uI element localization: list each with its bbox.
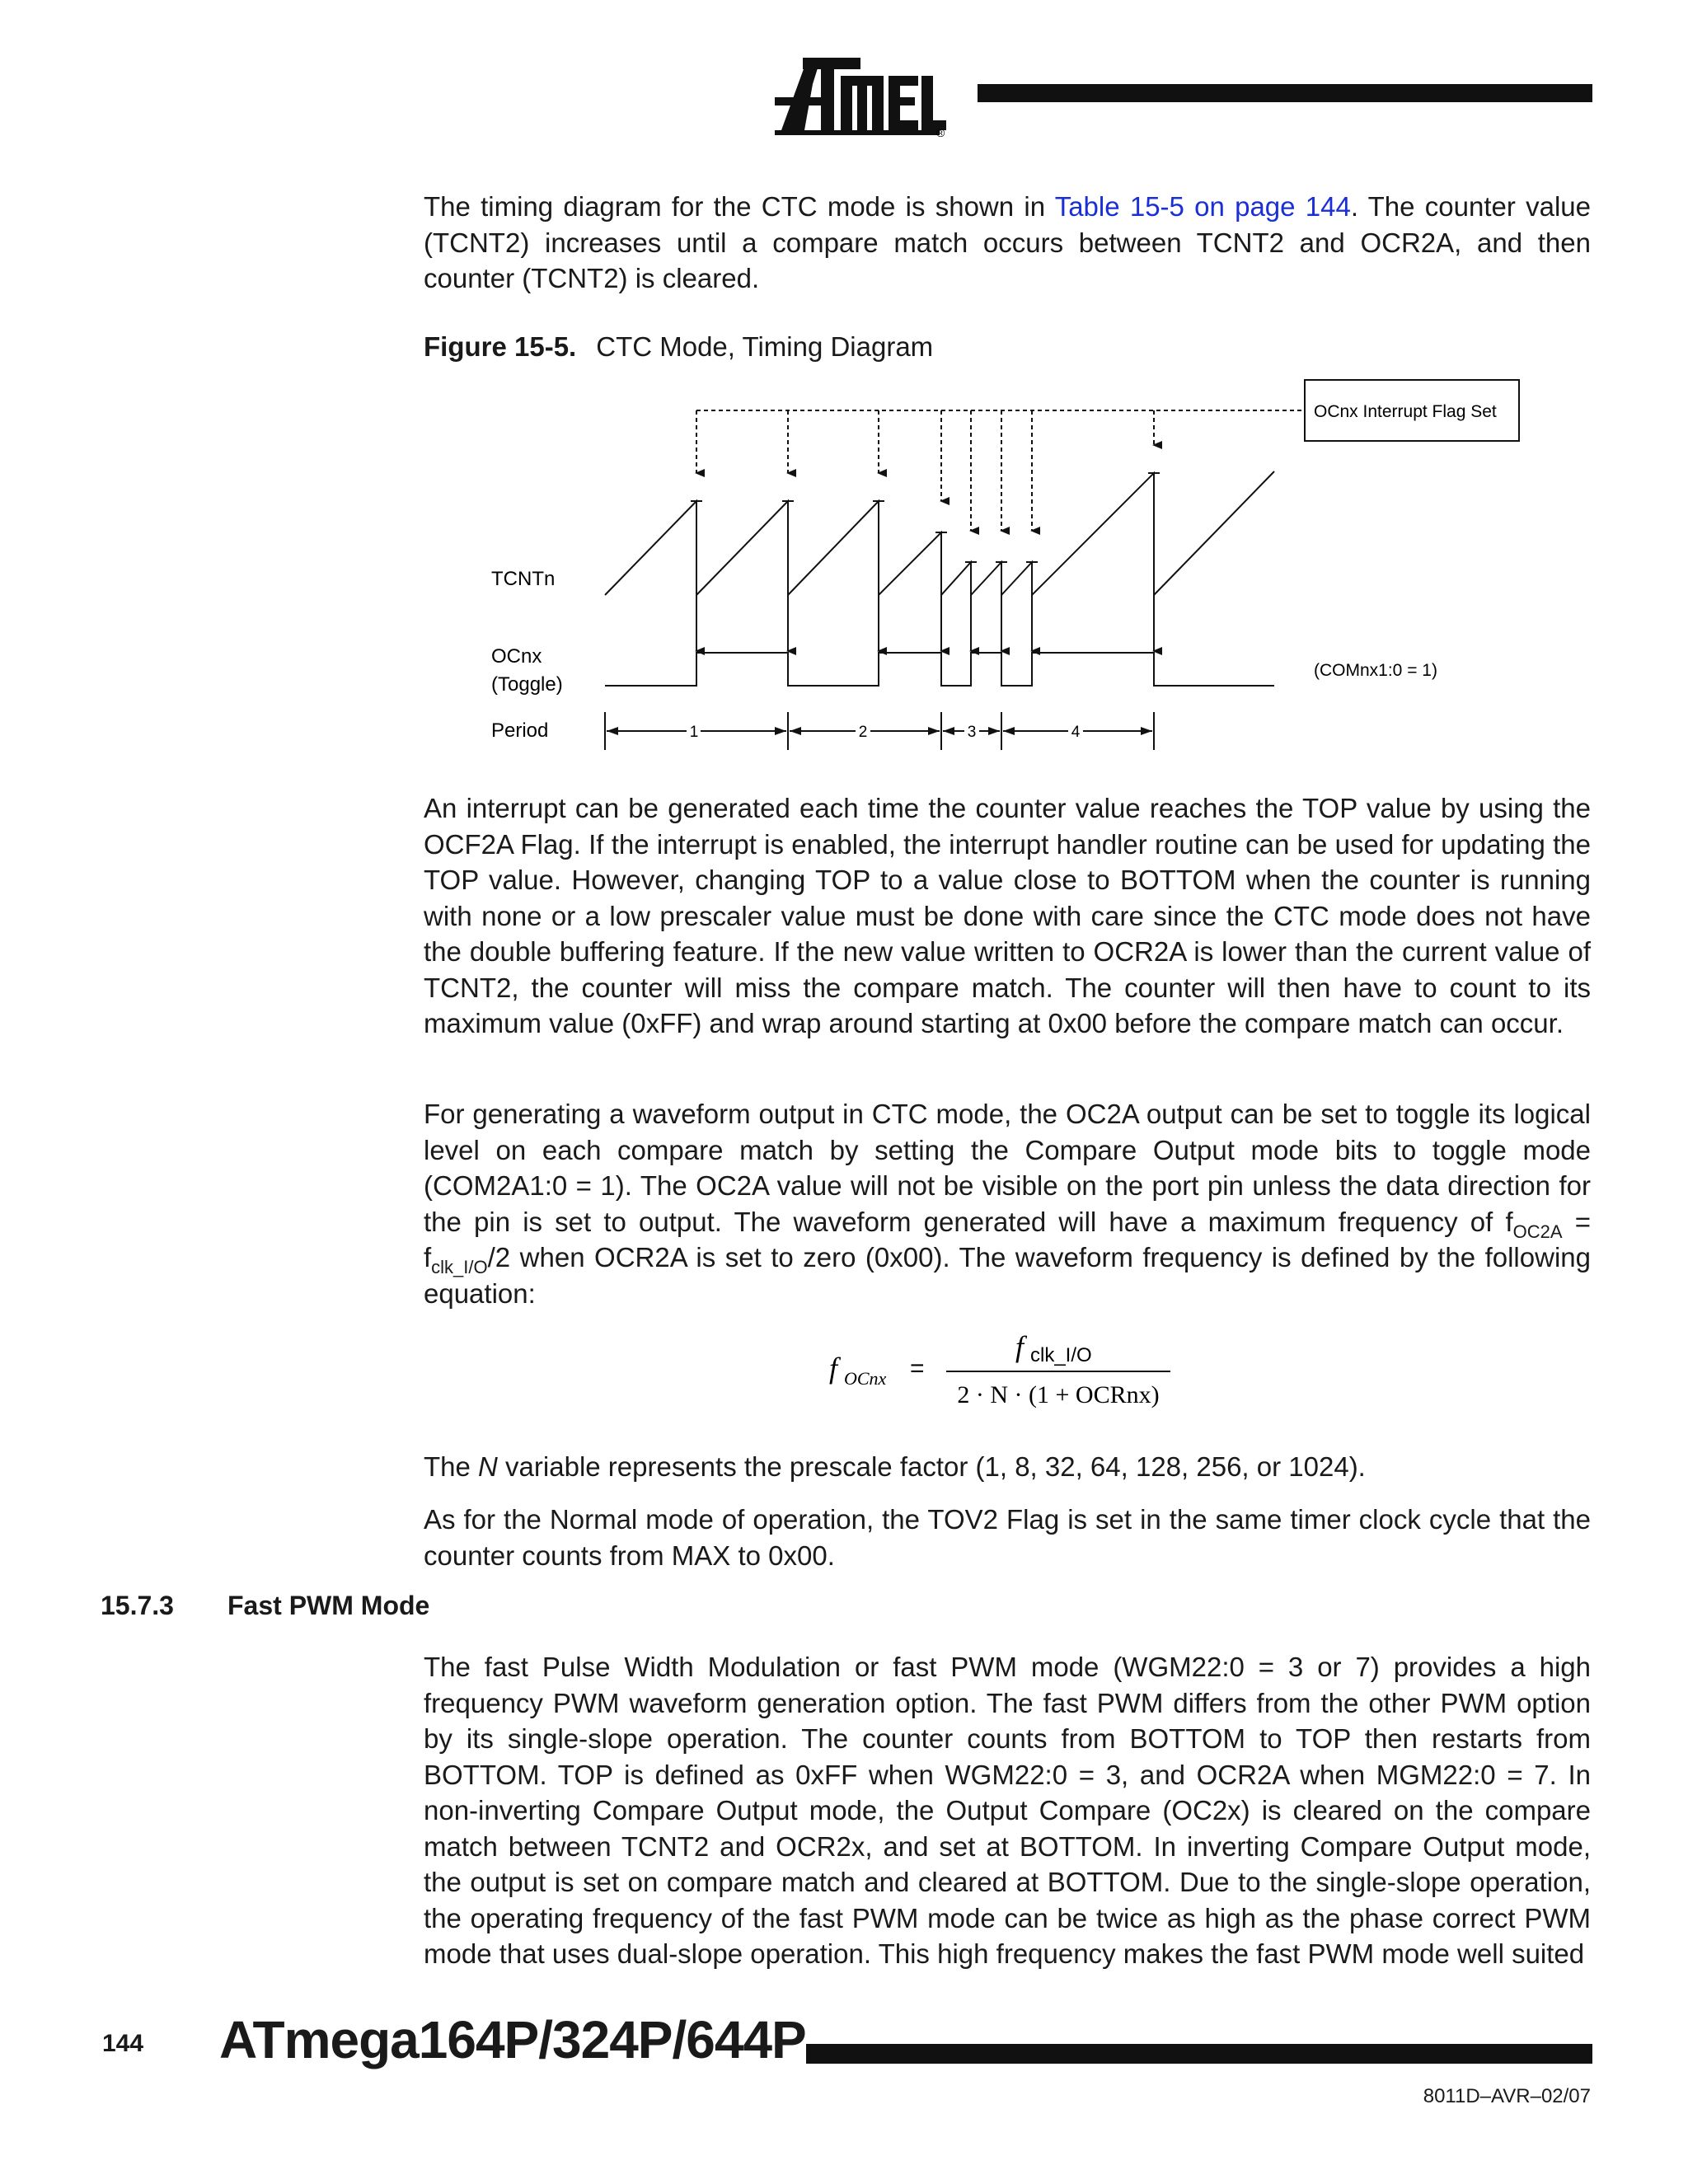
intro-text-1: The timing diagram for the CTC mode is shown in (424, 191, 1055, 222)
intro-paragraph (424, 189, 1591, 297)
eq-denominator: 2 · N · (1 + OCRnx) (957, 1381, 1160, 1408)
n-var-italic: N (478, 1451, 498, 1482)
section-title: Fast PWM Mode (227, 1591, 430, 1620)
eq-equals: = (910, 1355, 925, 1382)
period-4: 4 (1071, 724, 1081, 741)
intro-text-2: . The counter value (TCNT2) increases until a compare match occurs between TCNT2 and OCR2A, and then counter (TCNT2) is cleared. (424, 191, 1591, 293)
figure-label: Figure 15-5. (424, 331, 577, 362)
table-link[interactable]: Table 15-5 on page 144 (1054, 191, 1351, 222)
normal-mode-text: As for the Normal mode of operation, the TOV2 Flag is set in the same timer clock cycle that the counter counts from MAX to 0x00. (424, 1504, 1591, 1571)
tcnt-label: TCNTn (491, 568, 556, 590)
n-var-text-b: variable represents the prescale factor (1, 8, 32, 64, 128, 256, or 1024). (497, 1451, 1366, 1482)
ctc-timing-diagram (462, 371, 1533, 758)
normal-mode-paragraph (424, 1502, 1591, 1573)
interrupt-text: An interrupt can be generated each time the counter value reaches the TOP value by using the OCF2A Flag. If the interrupt is enabled, the interrupt handler routine can be used for updating the TOP value. However, changing TOP to a value close to BOTTOM when the counter is running with none or a low prescaler value must be done with care since the CTC mode does not have the double buffering feature. If the new value written to OCR2A is lower than the current value of TCNT2, the counter will miss the compare match. The counter will then have to count to its maximum value (0xFF) and wrap around starting at 0x00 before the compare match can occur. (424, 793, 1591, 1038)
header-rule (978, 84, 1592, 102)
waveform-paragraph (424, 1096, 1591, 1311)
ocnx-waveform (605, 653, 1274, 686)
eq-num-sub: clk_I/O (1030, 1344, 1092, 1366)
waveform-text-a: For generating a waveform output in CTC mode, the OC2A output can be set to toggle its logical level on each compare match by setting the Compare Output mode bits to toggle mode (COM2A1:0 = 1). The OC2A value will not be visible on the port pin unless the data direction for the pin is set to output. The waveform generated will have a maximum frequency of f (424, 1099, 1591, 1237)
period-label: Period (491, 719, 549, 742)
registered-mark: ® (936, 126, 945, 137)
interrupt-flag-label: OCnx Interrupt Flag Set (1314, 402, 1497, 421)
waveform-sub-clk: clk_I/O (431, 1257, 488, 1277)
waveform-sub-oc2a: OC2A (1512, 1221, 1563, 1242)
figure-caption (424, 331, 933, 363)
n-var-text-a: The (424, 1451, 479, 1482)
flag-arrows (696, 410, 1154, 531)
period-2: 2 (858, 724, 868, 741)
waveform-text-c: /2 when OCR2A is set to zero (0x00). The waveform frequency is defined by the following equation: (424, 1242, 1591, 1309)
n-variable-paragraph (424, 1449, 1591, 1485)
interrupt-paragraph (424, 790, 1591, 1042)
section-number: 15.7.3 (101, 1591, 174, 1620)
ocnx-label: OCnx (491, 645, 542, 668)
eq-num-f: f (1015, 1330, 1025, 1363)
figure-title: CTC Mode, Timing Diagram (596, 331, 934, 362)
period-1: 1 (689, 724, 699, 741)
toggle-label: (Toggle) (491, 673, 563, 696)
fast-pwm-paragraph (424, 1649, 1591, 1972)
tcnt-waveform (605, 471, 1274, 595)
frequency-equation (824, 1327, 1187, 1418)
com-mode-note: (COMnx1:0 = 1) (1314, 661, 1437, 680)
document-title: ATmega164P/324P/644P (219, 2010, 806, 2069)
document-id: 8011D–AVR–02/07 (1423, 2085, 1591, 2107)
period-3: 3 (967, 724, 977, 741)
toggle-arrows (696, 595, 1154, 651)
fast-pwm-text: The fast Pulse Width Modulation or fast PWM mode (WGM22:0 = 3 or 7) provides a high frequency PWM waveform generation option. The fast PWM differs from the other PWM option by its single-slope operation. The counter counts from BOTTOM to TOP then restarts from BOTTOM. TOP is defined as 0xFF when WGM22:0 = 3, and OCR2A when MGM22:0 = 7. In non-inverting Compare Output mode, the Output Compare (OC2x) is cleared on the compare match between TCNT2 and OCR2x, and set at BOTTOM. In inverting Compare Output mode, the output is set on compare match and cleared at BOTTOM. Due to the single-slope operation, the operating frequency of the fast PWM mode can be twice as high as the phase correct PWM mode that uses dual-slope operation. This high frequency makes the fast PWM mode well suited (424, 1652, 1591, 1969)
page-number: 144 (102, 2030, 144, 2057)
waveform-text-b: = f (424, 1206, 1591, 1272)
eq-lhs-f: f (829, 1352, 838, 1385)
atmel-logo (775, 51, 950, 137)
footer-rule (806, 2044, 1592, 2064)
eq-lhs-sub: OCnx (844, 1368, 887, 1389)
